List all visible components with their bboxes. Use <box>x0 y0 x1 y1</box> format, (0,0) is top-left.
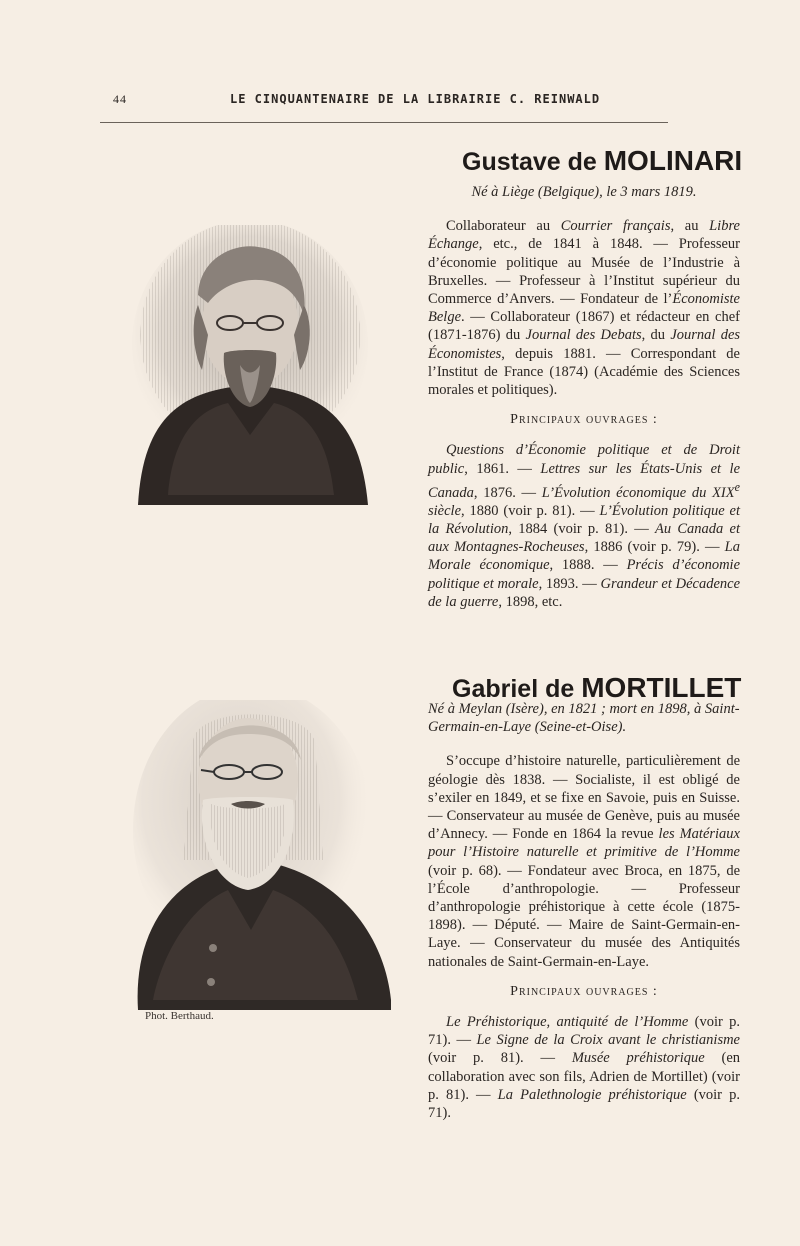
birth-line: Né à Meylan (Isère), en 1821 ; mort en 1898, à Saint-Germain-en-Laye (Seine-et-Oise). <box>428 701 740 736</box>
running-header <box>0 92 800 112</box>
works-list: Questions d’Économie politique et de Droit public, 1861. — Lettres sur les États-Unis et le Canada, 1876. — L’Évolution économique du XIXe siècle, 1880 (voir p. 81). — L’Évolution politique et la Révolution, 1884 (voir p. 81). — Au Canada et aux Montagnes-Rocheuses, 1886 (voir p. 79). — La Morale économique, 1888. — Précis d’économie politique et morale, 1893. — Grandeur et Décadence de la guerre, 1898, etc. <box>428 442 741 610</box>
first-name: Gustave de <box>462 148 597 176</box>
entry-body-molinari <box>428 183 740 611</box>
biography: S’occupe d’histoire naturelle, particulièrement de géologie dès 1838. — Socialiste, il est obligé de s’exiler en 1849, et se fixe en Savoie, puis en Suisse. — Conservateur au musée de Genève, puis au musée d’Annecy. — Fonde en 1864 la revue les Matériaux pour l’Histoire naturelle et primitive de l’Homme (voir p. 68). — Fondateur avec Broca, en 1875, de l’École d’anthropologie. — Professeur d’anthropologie préhistorique à cette école (1875-1898). — Député. — Maire de Saint-Germain-en-Laye. — Conservateur du musée des Antiquités nationales de Saint-Germain-en-Laye. <box>428 753 740 970</box>
portrait-molinari <box>128 225 372 505</box>
photo-credit: Phot. Berthaud. <box>145 1010 214 1022</box>
works-label: Principaux ouvrages : <box>510 412 658 428</box>
entry-body-mortillet <box>428 700 740 1122</box>
surname: MOLINARI <box>603 145 743 176</box>
page-number: 44 <box>113 92 127 106</box>
works-label: Principaux ouvrages : <box>510 983 658 999</box>
birth-line: Né à Liège (Belgique), le 3 mars 1819. <box>471 184 697 200</box>
surname: MORTILLET <box>581 672 742 703</box>
entry-title-molinari <box>462 145 742 177</box>
biography: Collaborateur au Courrier français, au Libre Échange, etc., de 1841 à 1848. — Professeur d’économie politique au Musée de l’Industrie à Bruxelles. — Professeur à l’Institut supérieur du Commerce d’Anvers. — Fondateur de l’Économiste Belge. — Collaborateur (1867) et rédacteur en chef (1871-1876) du Journal des Debats, du Journal des Économistes, depuis 1881. — Correspondant de l’Institut de France (1874) (Académie des Sciences morales et politiques). <box>428 218 741 399</box>
portrait-mortillet <box>133 700 393 1010</box>
running-title: LE CINQUANTENAIRE DE LA LIBRAIRIE C. REINWALD <box>230 92 601 106</box>
header-rule <box>100 122 668 123</box>
works-list: Le Préhistorique, antiquité de l’Homme (voir p. 71). — Le Signe de la Croix avant le christianisme (voir p. 81). — Musée préhistorique (en collaboration avec son fils, Adrien de Mortillet) (voir p. 81). — La Palethnologie préhistorique (voir p. 71). <box>428 1014 741 1122</box>
first-name: Gabriel de <box>452 675 575 703</box>
